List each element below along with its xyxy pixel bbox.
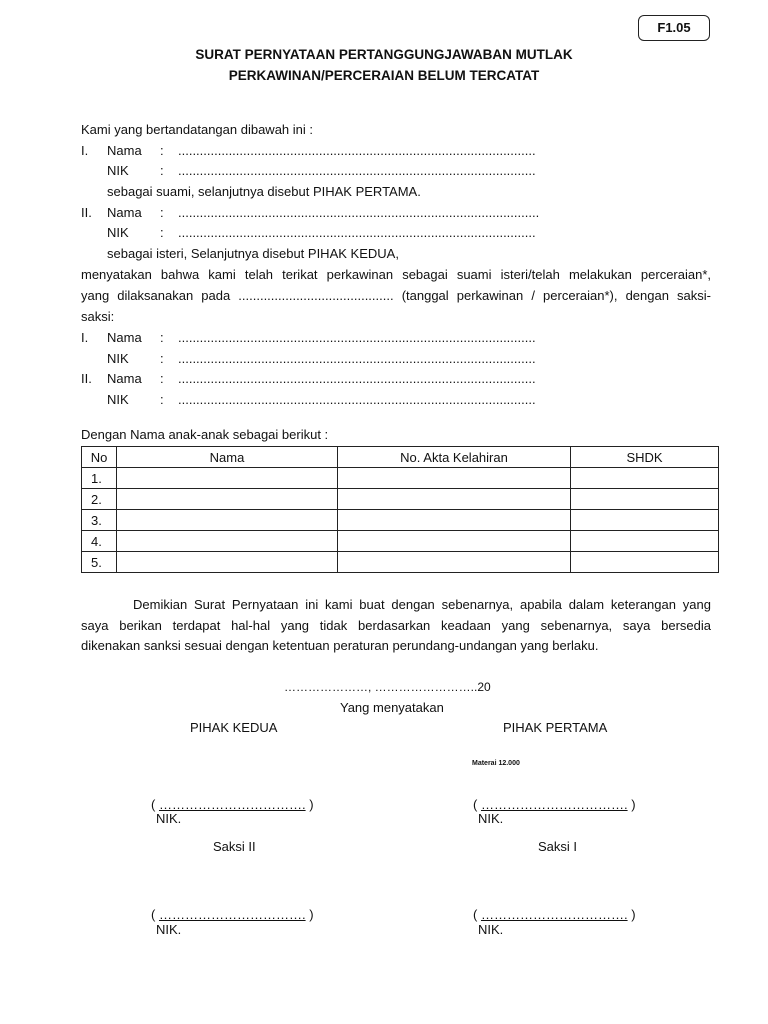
party1-nik-colon: :	[160, 163, 164, 178]
sig-name-field[interactable]: …………………………….	[158, 797, 306, 812]
statement-line-2: yang dilaksanakan pada ........................................... (tanggal perkawinan / perceraian*), dengan saksi-	[81, 288, 711, 303]
party2-number: II.	[81, 205, 92, 220]
pihak-pertama-label: PIHAK PERTAMA	[503, 720, 608, 735]
witness1-number: I.	[81, 330, 89, 345]
witness1-nik-field[interactable]: ...................................................................................................	[178, 351, 536, 366]
cell-nama[interactable]	[117, 489, 338, 510]
children-table	[81, 446, 719, 573]
party2-role: sebagai isteri, Selanjutnya disebut PIHAK KEDUA,	[107, 246, 399, 261]
pihak-kedua-nik: NIK.	[156, 811, 182, 826]
witness2-number: II.	[81, 371, 92, 386]
signature-saksi-ii[interactable]	[151, 907, 314, 922]
signature-pihak-pertama[interactable]	[473, 797, 636, 812]
witness2-nama-label: Nama	[107, 371, 142, 386]
party1-number: I.	[81, 143, 89, 158]
cell-shdk[interactable]	[571, 552, 719, 573]
sig-close: )	[631, 907, 636, 922]
saksi-i-label: Saksi I	[538, 839, 578, 854]
closing-line-3: dikenakan sanksi sesuai dengan ketentuan peraturan perundang-undangan yang berlaku.	[81, 638, 599, 653]
sig-open: (	[473, 797, 478, 812]
statement-line-3: saksi:	[81, 309, 115, 324]
cell-akta[interactable]	[338, 531, 571, 552]
row-number: 5.	[82, 552, 117, 573]
table-row	[82, 489, 719, 510]
sig-close: )	[309, 797, 314, 812]
witness1-nama-colon: :	[160, 330, 164, 345]
cell-shdk[interactable]	[571, 531, 719, 552]
cell-nama[interactable]	[117, 552, 338, 573]
statement-line-1: menyatakan bahwa kami telah terikat perkawinan sebagai suami isteri/telah melakukan perceraian*,	[81, 267, 711, 282]
party1-nik-field[interactable]: ...................................................................................................	[178, 163, 536, 178]
sig-name-field[interactable]: …………………………….	[480, 907, 628, 922]
signature-saksi-i[interactable]	[473, 907, 636, 922]
party2-nik-colon: :	[160, 225, 164, 240]
party2-nama-field[interactable]: ....................................................................................................	[178, 205, 540, 220]
sig-name-field[interactable]: …………………………….	[480, 797, 628, 812]
sig-close: )	[309, 907, 314, 922]
table-row	[82, 552, 719, 573]
header-no: No	[82, 447, 117, 468]
sig-name-field[interactable]: …………………………….	[158, 907, 306, 922]
witness1-nama-field[interactable]: ...................................................................................................	[178, 330, 536, 345]
signature-pihak-kedua[interactable]	[151, 797, 314, 812]
witness2-nik-field[interactable]: ...................................................................................................	[178, 392, 536, 407]
cell-akta[interactable]	[338, 552, 571, 573]
saksi-ii-label: Saksi II	[213, 839, 256, 854]
saksi-ii-nik: NIK.	[156, 922, 182, 937]
sig-open: (	[151, 907, 156, 922]
title-line-1: SURAT PERNYATAAN PERTANGGUNGJAWABAN MUTLAK	[195, 47, 573, 62]
party2-nik-label: NIK	[107, 225, 129, 240]
pihak-pertama-nik: NIK.	[478, 811, 504, 826]
place-date-field[interactable]: …………………, ……………………..20	[284, 680, 491, 694]
witness2-nama-colon: :	[160, 371, 164, 386]
party2-nama-label: Nama	[107, 205, 142, 220]
row-number: 3.	[82, 510, 117, 531]
cell-nama[interactable]	[117, 468, 338, 489]
cell-akta[interactable]	[338, 468, 571, 489]
header-nama: Nama	[117, 447, 338, 468]
table-row	[82, 531, 719, 552]
witness1-nama-label: Nama	[107, 330, 142, 345]
witness2-nik-colon: :	[160, 392, 164, 407]
table-header-row	[82, 447, 719, 468]
form-code-box	[638, 15, 710, 41]
children-intro: Dengan Nama anak-anak sebagai berikut :	[81, 427, 329, 442]
materai-label: Materai 12.000	[472, 760, 520, 767]
table-row	[82, 468, 719, 489]
title-line-2: PERKAWINAN/PERCERAIAN BELUM TERCATAT	[228, 68, 540, 83]
cell-akta[interactable]	[338, 510, 571, 531]
party2-nik-field[interactable]: ...................................................................................................	[178, 225, 536, 240]
yang-menyatakan: Yang menyatakan	[340, 700, 444, 715]
witness2-nik-label: NIK	[107, 392, 129, 407]
sig-close: )	[631, 797, 636, 812]
party1-nama-field[interactable]: ...................................................................................................	[178, 143, 536, 158]
cell-nama[interactable]	[117, 531, 338, 552]
intro-text: Kami yang bertandatangan dibawah ini :	[81, 122, 313, 137]
header-akta: No. Akta Kelahiran	[338, 447, 571, 468]
party1-nama-label: Nama	[107, 143, 142, 158]
sig-open: (	[151, 797, 156, 812]
form-code: F1.05	[657, 20, 691, 35]
party2-nama-colon: :	[160, 205, 164, 220]
closing-line-2: saya berikan terdapat hal-hal yang tidak berdasarkan keadaan yang sebenarnya, saya bersedia	[81, 618, 711, 633]
cell-nama[interactable]	[117, 510, 338, 531]
party1-nik-label: NIK	[107, 163, 129, 178]
cell-shdk[interactable]	[571, 510, 719, 531]
cell-shdk[interactable]	[571, 489, 719, 510]
cell-shdk[interactable]	[571, 468, 719, 489]
row-number: 1.	[82, 468, 117, 489]
witness2-nama-field[interactable]: ...................................................................................................	[178, 371, 536, 386]
header-shdk: SHDK	[571, 447, 719, 468]
party1-nama-colon: :	[160, 143, 164, 158]
table-row	[82, 510, 719, 531]
pihak-kedua-label: PIHAK KEDUA	[190, 720, 278, 735]
party1-role: sebagai suami, selanjutnya disebut PIHAK PERTAMA.	[107, 184, 421, 199]
row-number: 2.	[82, 489, 117, 510]
saksi-i-nik: NIK.	[478, 922, 504, 937]
sig-open: (	[473, 907, 478, 922]
witness1-nik-colon: :	[160, 351, 164, 366]
closing-line-1: Demikian Surat Pernyataan ini kami buat dengan sebenarnya, apabila dalam keterangan yang	[133, 597, 711, 612]
cell-akta[interactable]	[338, 489, 571, 510]
row-number: 4.	[82, 531, 117, 552]
witness1-nik-label: NIK	[107, 351, 129, 366]
